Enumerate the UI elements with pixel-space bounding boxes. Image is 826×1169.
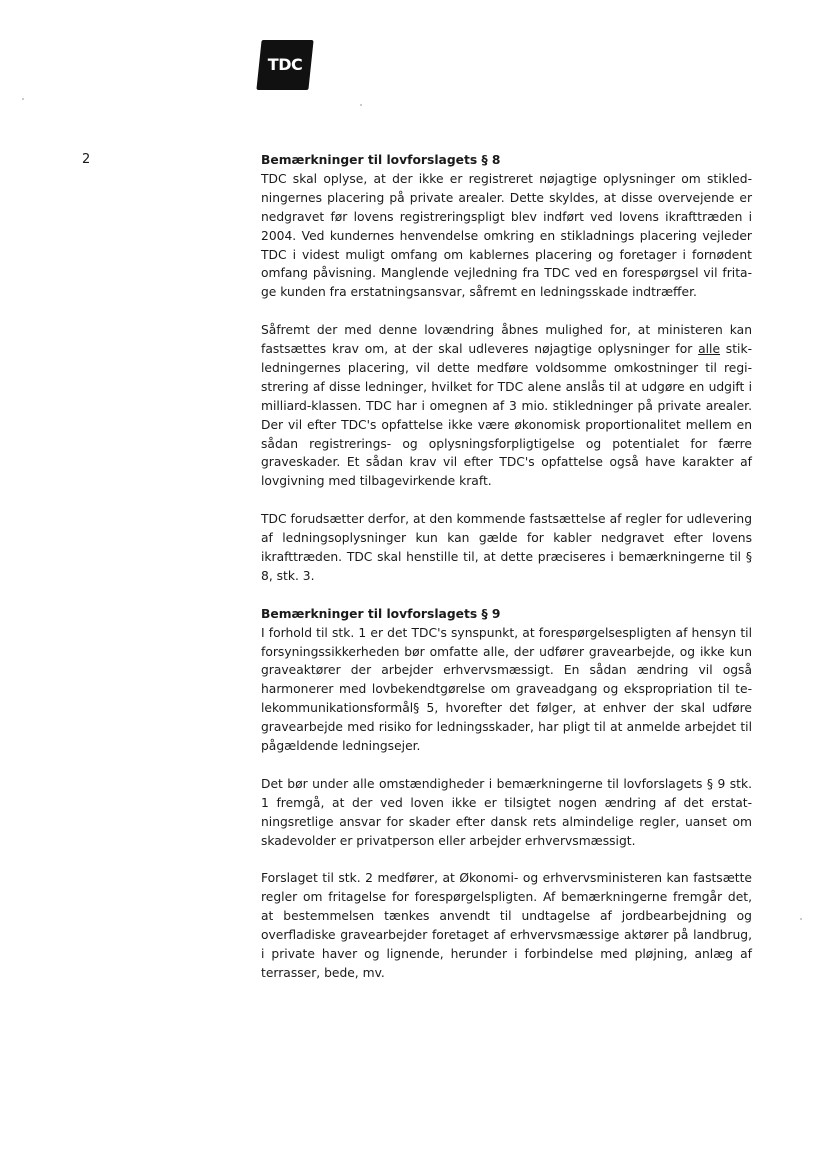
- paragraph-2-text-after: stikledningernes placering, vil dette medføre voldsomme omkostninger til registrering af disse ledninger, hvilket for TDC alene anslås til at udgøre en udgift i milliard-klassen. TDC har i omegnen af 3 mio. stikledninger på private arealer. Der vil efter TDC's opfattelse ikke være økonomisk proportionalitet mellem en sådan registrerings- og oplysningsforpligtigelse og potentialet for færre graveskader. Et sådan krav vil efter TDC's opfattelse også have karakter af lovgivning med tilbagevirkende kraft.: [261, 342, 752, 489]
- document-body: [261, 151, 752, 983]
- scan-speck: [800, 918, 802, 920]
- scan-speck: [22, 98, 24, 100]
- underlined-word: alle: [698, 342, 721, 357]
- section-9: [261, 605, 752, 983]
- section-8: [261, 151, 752, 586]
- section-8-paragraph-1: TDC skal oplyse, at der ikke er registreret nøjagtige oplysninger om stikledningernes placering på private arealer. Dette skyldes, at disse overvejende er nedgravet før lovens registreringspligt blev indført ved lovens ikrafttræden i 2004. Ved kundernes henvendelse omkring en stikladnings placering vejleder TDC i videst muligt omfang om kablernes placering og foretager i fornødent omfang påvisning. Manglende vejledning fra TDC ved en forespørgsel vil fritage kunden fra erstatningsansvar, såfremt en ledningsskade indtræffer.: [261, 171, 752, 300]
- tdc-logo: [256, 40, 313, 90]
- section-8-paragraph-2: [261, 321, 752, 491]
- page-number: 2: [82, 152, 91, 167]
- scan-speck: [360, 104, 362, 106]
- section-9-paragraph-2: Det bør under alle omstændigheder i bemærkningerne til lovforslagets § 9 stk. 1 fremgå, at der ved loven ikke er tilsigtet nogen ændring af det erstatningsretlige ansvar for skader efter dansk rets almindelige regler, uanset om skadevolder er privatperson eller arbejder erhvervsmæssigt.: [261, 776, 752, 848]
- paragraph-2-text-before: Såfremt der med denne lovændring åbnes mulighed for, at ministeren kan fastsættes krav om, at der skal udleveres nøjagtige oplysninger for: [261, 323, 752, 357]
- section-8-heading: Bemærkninger til lovforslagets § 8: [261, 153, 501, 167]
- section-9-heading: Bemærkninger til lovforslagets § 9: [261, 606, 501, 621]
- section-9-paragraph-3: Forslaget til stk. 2 medfører, at Økonomi- og erhvervsministeren kan fastsætte regler om fritagelse for forespørgelspligten. Af bemærkningerne fremgår det, at bestemmelsen tænkes anvendt til undtagelse af jordbearbejdning og overfladiske gravearbejder foretaget af erhvervsmæssige aktører på landbrug, i private haver og lignende, herunder i forbindelse med pløjning, anlæg af terrasser, bede, mv.: [261, 871, 752, 980]
- section-9-paragraph-1: I forhold til stk. 1 er det TDC's synspunkt, at forespørgelsespligten af hensyn til forsyningssikkerheden bør omfatte alle, der udfører gravearbejde, og ikke kun graveaktører der arbejder erhvervsmæssigt. En sådan ændring vil også harmonerer med lovbekendtgørelse om graveadgang og ekspropriation til telekommunikationsformål§ 5, hvorefter det følger, at enhver der skal udføre gravearbejde med risiko for ledningsskader, har pligt til at anmelde arbejdet til pågældende ledningsejer.: [261, 625, 752, 754]
- logo-text: TDC: [267, 55, 303, 74]
- section-8-paragraph-3: TDC forudsætter derfor, at den kommende fastsættelse af regler for udlevering af ledningsoplysninger kun kan gælde for kabler nedgravet efter lovens ikrafttræden. TDC skal henstille til, at dette præciseres i bemærkningerne til § 8, stk. 3.: [261, 512, 752, 583]
